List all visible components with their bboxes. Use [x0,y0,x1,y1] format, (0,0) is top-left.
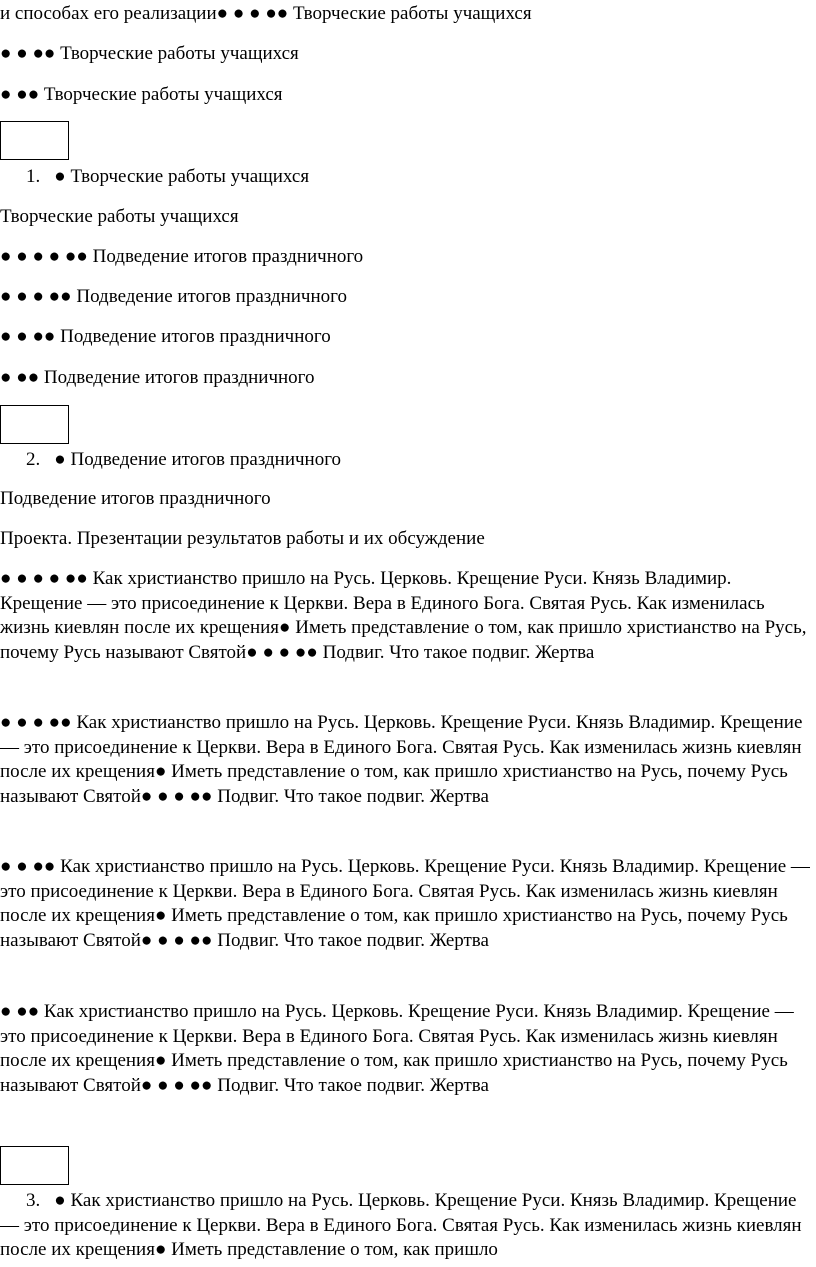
item-number: 2. [26,449,41,470]
numbered-item [26,165,309,189]
item-text: ● Подведение итогов праздничного [54,449,342,470]
text-line: ● ●● Творческие работы учащихся [0,84,283,105]
paragraph: ● ● ● ●● Как христианство пришло на Русь. Церковь. Крещение Руси. Князь Владимир. Крещение — это присоединение к Церкви. Вера в Единого Бога. Святая Русь. Как изменилась жизнь киевлян после их крещения● Иметь представление о том, как пришло христианство на Русь, почему Русь называют Святой● ● ● ●● Подвиг. Что такое подвиг. Жертва [0,712,803,807]
numbered-item [0,1189,812,1263]
numbered-item [26,448,341,472]
paragraph: ● ●● Как христианство пришло на Русь. Церковь. Крещение Руси. Князь Владимир. Крещение — это присоединение к Церкви. Вера в Единого Бога. Святая Русь. Как изменилась жизнь киевлян после их крещения● Иметь представление о том, как пришло христианство на Русь, почему Русь называют Святой● ● ● ●● Подвиг. Что такое подвиг. Жертва [0,1001,794,1096]
empty-box [0,405,69,444]
text-line: Подведение итогов праздничного [0,488,271,509]
text-line: Проекта. Презентации результатов работы и их обсуждение [0,528,485,549]
item-number: 1. [26,166,41,187]
text-line: ● ● ● ● ●● Подведение итогов праздничного [0,246,364,267]
text-line: ● ● ●● Творческие работы учащихся [0,43,299,64]
text-line: ● ● ●● Подведение итогов праздничного [0,326,331,347]
paragraph: ● ● ● ● ●● Как христианство пришло на Русь. Церковь. Крещение Руси. Князь Владимир. Крещение — это присоединение к Церкви. Вера в Единого Бога. Святая Русь. Как изменилась жизнь киевлян после их крещения● Иметь представление о том, как пришло христианство на Русь, почему Русь называют Святой● ● ● ●● Подвиг. Что такое подвиг. Жертва [0,568,807,663]
item-text: ● Как христианство пришло на Русь. Церковь. Крещение Руси. Князь Владимир. Крещение — это присоединение к Церкви. Вера в Единого Бога. Святая Русь. Как изменилась жизнь киевлян после их крещения● Иметь представление о том, как пришло [0,1190,802,1260]
empty-box [0,121,69,160]
item-text: ● Творческие работы учащихся [54,166,310,187]
paragraph: ● ● ●● Как христианство пришло на Русь. Церковь. Крещение Руси. Князь Владимир. Крещение — это присоединение к Церкви. Вера в Единого Бога. Святая Русь. Как изменилась жизнь киевлян после их крещения● Иметь представление о том, как пришло христианство на Русь, почему Русь называют Святой● ● ● ●● Подвиг. Что такое подвиг. Жертва [0,856,810,951]
item-number: 3. [26,1190,41,1211]
text-line: и способах его реализации● ● ● ●● Творческие работы учащихся [0,3,532,24]
text-line: ● ● ● ●● Подведение итогов праздничного [0,286,347,307]
empty-box [0,1146,69,1185]
text-line: ● ●● Подведение итогов праздничного [0,367,315,388]
text-line: Творческие работы учащихся [0,206,239,227]
